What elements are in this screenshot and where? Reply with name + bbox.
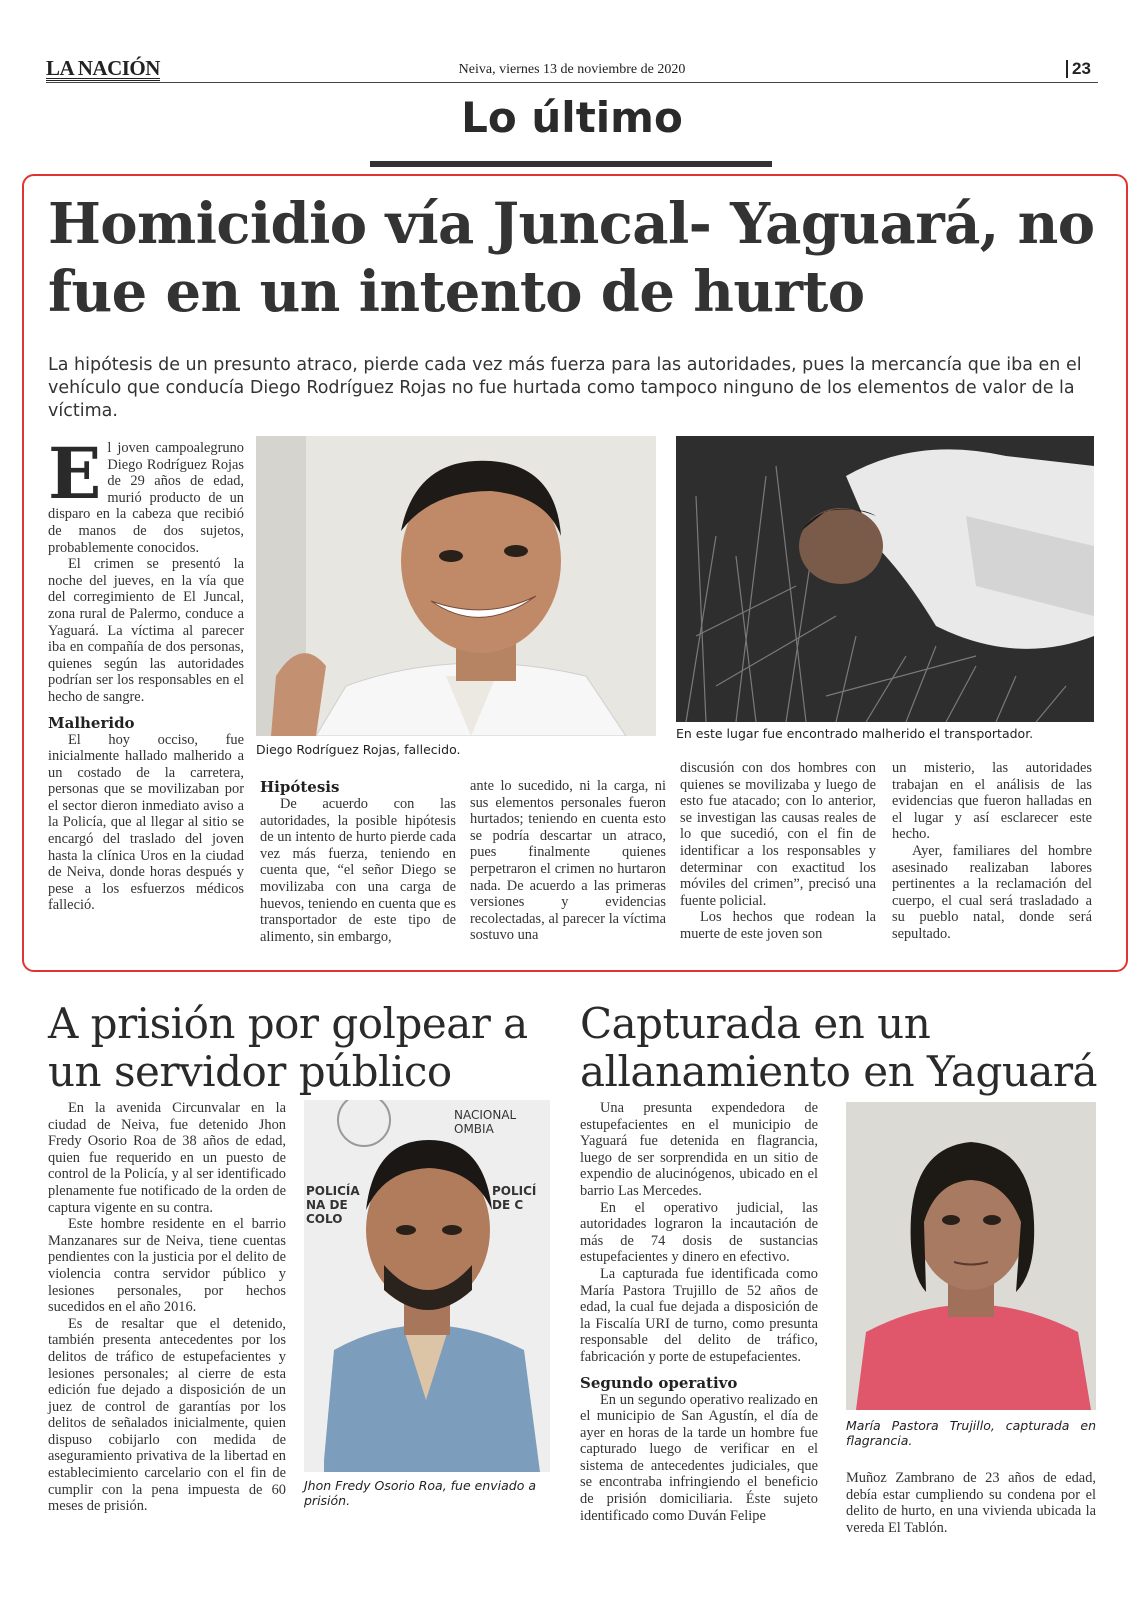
victim-photo — [256, 436, 656, 736]
story1-col4-p1: discusión con dos hombres con quienes se movilizaba y luego de esto fue atacado; con lo anterior, se investigan las causas reales de lo que sucedió, con el fin de identificar a los responsables y determinar con exactitud los móviles del crimen”, precisó una fuente policial. — [680, 760, 876, 909]
story3-p2: En el operativo judicial, las autoridades lograron la incautación de más de 74 dosis de sustancias estupefacientes y dinero en efectivo. — [580, 1199, 818, 1266]
story1-subhead-hipotesis: Hipótesis — [260, 778, 340, 796]
story1-subhead-malherido: Malherido — [48, 713, 135, 732]
story2-p3: Es de resaltar que el detenido, también presenta antecedentes por los delitos de tráfico de estupefacientes y lesiones personales; al cierre de esta edición fue dejado a disposición de un juez de control de garantías por los delitos de señalados inicialmente, quien dispuso cobijarlo con medida de aseguramiento privativa de la libertad en establecimiento carcelario con el fin de cumplir con la pena impuesta de 60 meses de prisión. — [48, 1315, 286, 1515]
story3-p1: Una presunta expendedora de estupefacientes en el municipio de Yaguará fue detenida en flagrancia, luego de ser sorprendida en un sitio de expendio de alucinógenos, ubicado en el barrio Las Mercedes. — [580, 1100, 818, 1199]
story1-column-3 — [470, 778, 666, 944]
story1-headline: Homicidio vía Juncal- Yaguará, no fue en un intento de hurto — [48, 191, 1095, 325]
detainee-illustration — [304, 1100, 550, 1472]
photo-backdrop-text-right: POLICÍ DE C — [492, 1184, 537, 1212]
header-rule — [46, 82, 1098, 83]
photo-backdrop-text-top: NACIONAL OMBIA — [454, 1108, 517, 1136]
story1-column-2 — [260, 778, 456, 945]
story1-col3-p1: ante lo sucedido, ni la carga, ni sus elementos personales fueron hurtados; teniendo en cuenta esto se podría descartar un atraco, pues finalmente quienes perpetraron el crimen no hurtaron nada. De acuerdo a las primeras versiones y evidencias recolectadas, al parecer la víctima sostuvo una — [470, 778, 666, 944]
story2-headline: A prisión por golpear a un servidor público — [48, 999, 528, 1096]
story1-col5-p1: un misterio, las autoridades trabajan en el análisis de las evidencias que fueron halladas en el lugar y así esclarecer este hecho. — [892, 760, 1092, 843]
story3-headline: Capturada en un allanamiento en Yaguará — [580, 999, 1098, 1096]
story2-photo-caption: Jhon Fredy Osorio Roa, fue enviado a prisión. — [304, 1478, 536, 1508]
crime-scene-photo — [676, 436, 1094, 722]
arrested-woman-photo — [846, 1102, 1096, 1410]
section-title: Lo último — [461, 93, 683, 142]
story1-col1-p1: l joven campoalegruno Diego Rodríguez Rojas de 29 años de edad, murió producto de un disparo en la cabeza que recibió de manos de dos sujetos, probablemente conocidos. — [48, 440, 244, 556]
dateline: Neiva, viernes 13 de noviembre de 2020 — [458, 62, 686, 77]
story1-photo2-caption: En este lugar fue encontrado malherido el transportador. — [676, 726, 1034, 741]
crime-scene-illustration — [676, 436, 1094, 722]
story1-col2-p1: De acuerdo con las autoridades, la posible hipótesis de un intento de hurto pierde cada vez más fuerza, teniendo en cuenta que, “el señor Diego se movilizaba con una carga de huevos, teniendo en cuenta que es transportador de este tipo de alimento, sin embargo, — [260, 796, 456, 945]
detainee-photo — [304, 1100, 550, 1472]
page-number: 23 — [1066, 60, 1091, 78]
story3-photo-caption: María Pastora Trujillo, capturada en flagrancia. — [846, 1418, 1096, 1448]
story1-column-4 — [680, 760, 876, 943]
story3-column — [580, 1100, 818, 1524]
story2-p2: Este hombre residente en el barrio Manzanares sur de Neiva, tiene cuentas pendientes con la justicia por el delito de violencia contra servidor público y lesiones personales, por hechos sucedidos en el año 2016. — [48, 1216, 286, 1316]
section-underline — [370, 161, 772, 167]
photo-backdrop-text-left: POLICÍA NA DE COLO — [306, 1184, 360, 1226]
story3-p3: La capturada fue identificada como María Pastora Trujillo de 52 años de edad, la cual fue dejada a disposición de la Fiscalía URI de turno, como presunta responsable del delito de tráfico, fabricación y porte de estupefacientes. — [580, 1265, 818, 1365]
story1-col1-p2: El crimen se presentó la noche del jueves, en la vía que del corregimiento de El Juncal, zona rural de Palermo, conduce a Yaguará. La víctima al parecer iba en compañía de dos personas, quienes según las autoridades podrían ser los responsables en el hecho de sangre. — [48, 556, 244, 705]
story1-col4-p2: Los hechos que rodean la muerte de este joven son — [680, 909, 876, 942]
story1-deck: La hipótesis de un presunto atraco, pierde cada vez más fuerza para las autoridades, pues la mercancía que iba en el vehículo que conducía Diego Rodríguez Rojas no fue hurtada como tampoco ninguno de los elementos de valor de la víctima. — [48, 355, 1082, 421]
drop-cap: E — [48, 432, 102, 515]
story1-column-1 — [48, 432, 244, 914]
story1-col1-p3: El hoy occiso, fue inicialmente hallado malherido a un costado de la carretera, personas que se movilizaban por el sector dieron inmediato aviso a la Policía, que al llegar al sitio se encargó del traslado del joven hasta la clínica Uros en la ciudad de Neiva, donde horas después y pese a los esfuerzos médicos falleció. — [48, 731, 244, 914]
story2-column — [48, 1100, 286, 1515]
story1-column-5 — [892, 760, 1092, 943]
story1-photo1-caption: Diego Rodríguez Rojas, fallecido. — [256, 742, 461, 757]
story3-subhead-segundo-operativo: Segundo operativo — [580, 1373, 738, 1392]
arrested-woman-illustration — [846, 1102, 1096, 1410]
newspaper-logo: LA NACIÓN — [46, 56, 160, 80]
story3-p5: Muñoz Zambrano de 23 años de edad, debía estar cumpliendo su condena por el delito de hurto, en una vivienda ubicada la vereda El Tablón. — [846, 1470, 1096, 1536]
story3-p4: En un segundo operativo realizado en el municipio de San Agustín, el día de ayer en horas de la tarde un hombre fue capturado luego de verificar en el sistema de antecedentes judiciales, que se encontraba infringiendo el beneficio de prisión domiciliaria. Éste sujeto identificado como Duván Felipe — [580, 1391, 818, 1524]
story1-col5-p2: Ayer, familiares del hombre asesinado realizaban labores pertinentes a la reclamación del cuerpo, el cual será trasladado a su pueblo natal, donde será sepultado. — [892, 842, 1092, 942]
victim-portrait-illustration — [256, 436, 656, 736]
story2-p1: En la avenida Circunvalar en la ciudad de Neiva, fue detenido Jhon Fredy Osorio Roa de 38 años de edad, quien fue requerido en un puesto de control de la Policía, y al ser identificado plenamente fue notificado de la orden de captura vigente en su contra. — [48, 1100, 286, 1216]
story3-column-2 — [846, 1470, 1096, 1536]
